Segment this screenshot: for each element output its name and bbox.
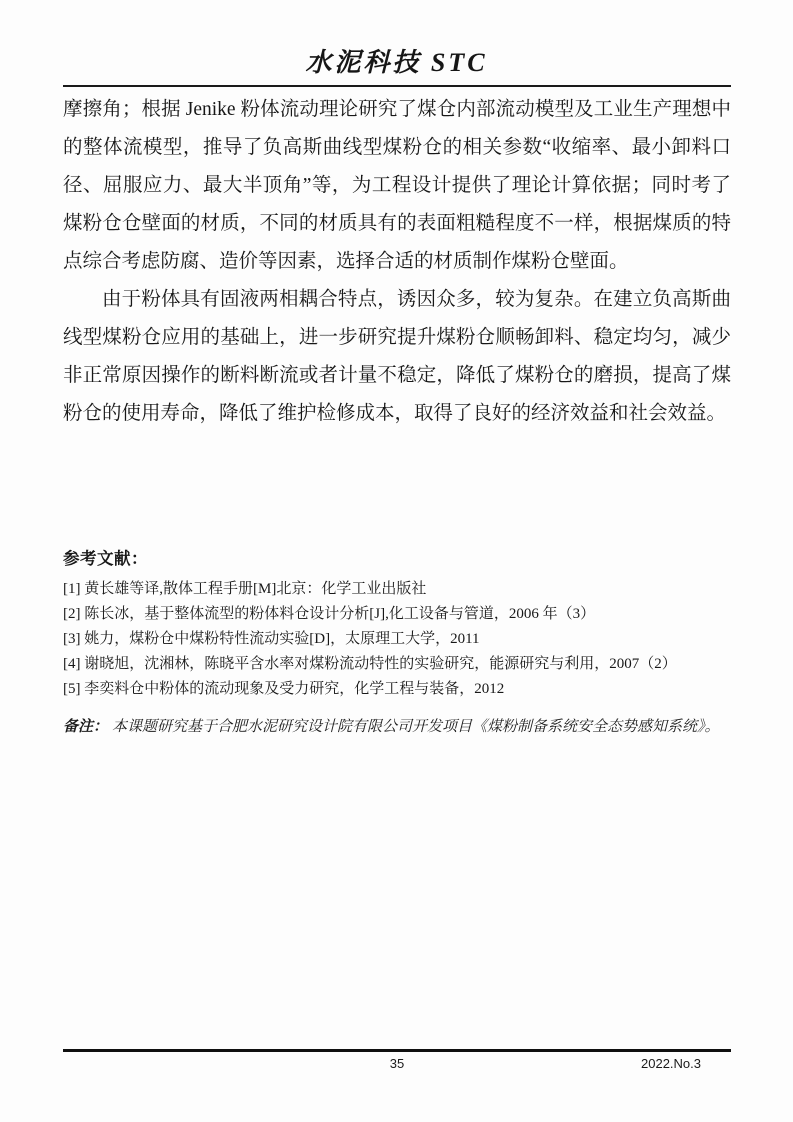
reference-item-5: [5] 李奕料仓中粉体的流动现象及受力研究，化学工程与装备，2012 (63, 681, 505, 697)
article-body (63, 91, 731, 433)
reference-item-3: [3] 姚力，煤粉仓中煤粉特性流动实验[D]，太原理工大学，2011 (63, 631, 480, 647)
issue-number: 2022.No.3 (641, 1056, 701, 1071)
note-text: 本课题研究基于合肥水泥研究设计院有限公司开发项目《煤粉制备系统安全态势感知系统》。 (112, 719, 720, 735)
reference-item-4: [4] 谢晓旭，沈湘林，陈晓平含水率对煤粉流动特性的实验研究，能源研究与利用，2007（2） (63, 656, 677, 672)
page-number: 35 (389, 1056, 405, 1071)
note-label: 备注： (63, 719, 109, 735)
reference-item-1: [1] 黄长雄等译,散体工程手册[M]北京：化学工业出版社 (63, 581, 427, 597)
journal-title: 水泥科技 STC (305, 48, 488, 77)
footer-divider (63, 1049, 731, 1052)
references-heading: 参考文献： (63, 549, 148, 568)
note-line (63, 716, 731, 738)
body-paragraph-1: 摩擦角；根据 Jenike 粉体流动理论研究了煤仓内部流动模型及工业生产理想中的整体流模型，推导了负高斯曲线型煤粉仓的相关参数“收缩率、最小卸料口径、屈服应力、最大半顶角”等，为工程设计提供了理论计算依据；同时考了煤粉仓仓壁面的材质，不同的材质具有的表面粗糙程度不一样，根据煤质的特点综合考虑防腐、造价等因素，选择合适的材质制作煤粉仓壁面。 (63, 99, 731, 272)
header-divider (63, 85, 731, 87)
references-section (63, 548, 731, 702)
reference-item-2: [2] 陈长冰，基于整体流型的粉体料仓设计分析[J],化工设备与管道，2006 年（3） (63, 606, 596, 622)
footer (63, 1056, 731, 1074)
body-paragraph-2: 由于粉体具有固液两相耦合特点，诱因众多，较为复杂。在建立负高斯曲线型煤粉仓应用的基础上，进一步研究提升煤粉仓顺畅卸料、稳定均匀，减少非正常原因操作的断料断流或者计量不稳定，降低了煤粉仓的磨损，提高了煤粉仓的使用寿命，降低了维护检修成本，取得了良好的经济效益和社会效益。 (63, 289, 731, 424)
